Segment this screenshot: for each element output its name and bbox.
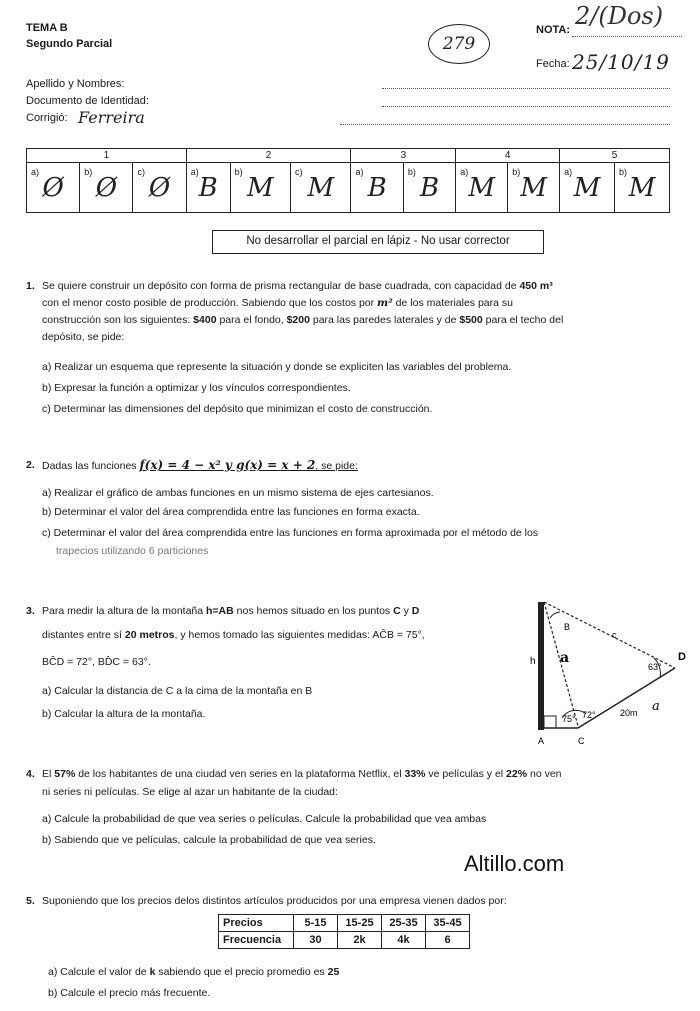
q4-l1a: El <box>42 768 55 780</box>
q1-option-c: c) Determinar las dimensiones del depósito que minimizan el costo de construcción. <box>42 403 433 415</box>
grade-item-label: c) <box>295 167 303 177</box>
grade-mark: M <box>468 172 496 203</box>
grade-cell <box>508 163 560 213</box>
grade-mark: B <box>420 172 440 203</box>
freq-cell: Frecuencia <box>219 932 294 949</box>
grade-item-label: a) <box>31 167 40 177</box>
grade-item-label: a) <box>460 167 469 177</box>
q1-capacity: 450 m³ <box>519 280 553 292</box>
grade-mark: Ø <box>42 172 64 203</box>
q5-k: k <box>149 966 156 978</box>
q5-a2: sabiendo que el precio promedio es <box>155 966 328 978</box>
freq-cell: Precios <box>219 915 294 932</box>
parcial-label: Segundo Parcial <box>26 38 113 50</box>
q1-option-b: b) Expresar la función a optimizar y los vínculos correspondientes. <box>42 382 351 394</box>
grade-mark: B <box>367 172 387 203</box>
corrigio-label: Corrigió: <box>26 112 68 124</box>
watermark: Altillo.com <box>464 851 565 876</box>
q2-option-b: b) Determinar el valor del área comprendida entre las funciones en forma exacta. <box>42 506 420 518</box>
mountain-diagram <box>520 590 700 750</box>
q1-text3a: construcción son los siguientes: <box>42 314 194 326</box>
freq-cell: 6 <box>426 932 470 949</box>
freq-row-prices <box>219 915 470 932</box>
q1-text2: con el menor costo posible de producción. Sabiendo que los costos por <box>42 297 378 309</box>
freq-cell: 4k <box>382 932 426 949</box>
q3-h-ab: h=AB <box>206 605 234 617</box>
q1-text1: Se quiere construir un depósito con forma de prisma rectangular de base cuadrada, con capacidad de <box>42 280 520 292</box>
q1-line4: depósito, se pide: <box>42 331 125 343</box>
q3-l1a: Para medir la altura de la montaña <box>42 605 207 617</box>
grade-cell <box>560 163 615 213</box>
q2-number: 2. <box>26 459 35 471</box>
documento-label: Documento de Identidad: <box>26 95 149 107</box>
q5-a1: a) Calcule el valor de <box>48 966 150 978</box>
nota-value: 2/(Dos) <box>575 2 664 30</box>
q4-option-b: b) Sabiendo que ve películas, calcule la probabilidad de que vea series. <box>42 834 376 846</box>
q5-number: 5. <box>26 895 35 907</box>
grade-item-label: a) <box>355 167 364 177</box>
q1-option-a: a) Realizar un esquema que represente la situación y donde se expliciten las variables del problema. <box>42 361 512 373</box>
freq-cell: 25-35 <box>382 915 426 932</box>
q3-point-d: D <box>411 605 420 617</box>
q3-line2 <box>42 628 510 643</box>
q4-option-a: a) Calcule la probabilidad de que vea series o películas. Calcule la probabilidad que vea ambas <box>42 813 487 825</box>
q4-pct-none: 22% <box>506 768 528 780</box>
grade-item-label: a) <box>190 167 199 177</box>
label-C: C <box>578 736 585 746</box>
grade-item-label: b) <box>234 167 243 177</box>
angle-arc-b <box>550 612 560 618</box>
freq-row-frequency <box>219 932 470 949</box>
q1-cost-walls: $200 <box>286 314 310 326</box>
q3-point-c: C <box>393 605 401 617</box>
grade-group-5: 5 <box>560 149 670 163</box>
q1-m2: m² <box>377 297 393 309</box>
label-q-handwritten: a <box>652 699 660 714</box>
grade-item-label: b) <box>407 167 416 177</box>
label-a-handwritten: a <box>560 650 570 666</box>
notice-text: No desarrollar el parcial en lápiz - No usar corrector <box>246 235 510 247</box>
grade-item-label: a) <box>564 167 573 177</box>
grade-cell <box>456 163 508 213</box>
q2-line1 <box>42 458 358 474</box>
grade-item-label: b) <box>619 167 628 177</box>
grade-mark: M <box>307 172 335 203</box>
q2-option-a: a) Realizar el gráfico de ambas funciones en un mismo sistema de ejes cartesianos. <box>42 487 434 499</box>
apellido-label: Apellido y Nombres: <box>26 78 125 90</box>
q5-option-a <box>48 966 339 978</box>
grade-mark: Ø <box>148 172 171 203</box>
freq-cell: 15-25 <box>338 915 382 932</box>
label-h: h <box>530 656 536 667</box>
label-72: 72° <box>582 710 596 720</box>
q4-line2: ni series ni películas. Se elige al azar un habitante de la ciudad: <box>42 786 338 798</box>
freq-cell: 30 <box>294 932 338 949</box>
freq-cell: 5-15 <box>294 915 338 932</box>
q4-pct-movies: 33% <box>404 768 426 780</box>
right-angle-mark <box>544 716 556 728</box>
mountain-height-bar <box>538 602 544 730</box>
q2-option-c2: trapecios utilizando 6 particiones <box>56 545 209 557</box>
q3-line1 <box>42 604 510 619</box>
grade-cell <box>80 163 133 213</box>
q3-l1e: y <box>400 605 412 617</box>
label-c: c <box>612 630 617 640</box>
q4-number: 4. <box>26 768 35 780</box>
circled-number <box>428 24 490 64</box>
q2-option-c1: c) Determinar el valor del área comprendida entre las funciones en forma aproximada por el método de los <box>42 527 539 539</box>
grade-item-label: b) <box>84 167 93 177</box>
label-75: 75° <box>562 714 576 724</box>
freq-cell: 2k <box>338 932 382 949</box>
q3-l2a: distantes entre sí <box>42 629 125 641</box>
q2-functions: f(x) = 4 − x² y g(x) = x + 2 <box>139 458 316 472</box>
q4-l1b: de los habitantes de una ciudad ven series en la plataforma Netflix, el <box>75 768 405 780</box>
q5-avg: 25 <box>327 966 340 978</box>
q3-option-b: b) Calcular la altura de la montaña. <box>42 708 206 720</box>
tema-label: TEMA B <box>26 22 68 34</box>
grade-group-1: 1 <box>27 149 187 163</box>
q2-text-end: , se pide: <box>315 460 358 472</box>
q1-cost-base: $400 <box>193 314 217 326</box>
grade-cell <box>351 163 403 213</box>
grade-mark: B <box>198 172 218 203</box>
label-63: 63° <box>648 662 662 672</box>
q3-number: 3. <box>26 605 35 617</box>
q4-l1d: no ven <box>527 768 562 780</box>
q1-line3 <box>42 313 674 328</box>
grade-cell <box>291 163 351 213</box>
q1-text2b: de los materiales para su <box>392 297 513 309</box>
q4-line1 <box>42 767 682 782</box>
q4-pct-series: 57% <box>54 768 76 780</box>
q1-text3d: para el techo del <box>482 314 564 326</box>
q3-option-a: a) Calcular la distancia de C a la cima de la montaña en B <box>42 685 313 697</box>
grade-mark: M <box>520 172 547 203</box>
grade-cell <box>186 163 230 213</box>
grade-cell <box>403 163 455 213</box>
q1-text3c: para las paredes laterales y de <box>309 314 460 326</box>
grade-table <box>26 148 670 213</box>
label-20m: 20m <box>620 708 638 718</box>
q1-line1 <box>42 279 674 294</box>
q3-l2c: , y hemos tomado las siguientes medidas: AĈB = 75°, <box>174 629 425 641</box>
q3-distance: 20 metros <box>124 629 175 641</box>
circled-number-text: 279 <box>442 34 476 54</box>
q2-text: Dadas las funciones <box>42 460 140 472</box>
grade-group-3: 3 <box>351 149 456 163</box>
grade-mark: M <box>573 172 601 203</box>
grade-item-label: c) <box>137 167 145 177</box>
grade-mark: M <box>247 172 274 203</box>
grade-cell <box>615 163 670 213</box>
q1-text3b: para el fondo, <box>216 314 287 326</box>
grade-group-2: 2 <box>186 149 351 163</box>
fecha-value: 25/10/19 <box>572 50 670 74</box>
q5-text: Suponiendo que los precios delos distintos artículos producidos por una empresa vienen dados por: <box>42 895 507 907</box>
corrigio-signature: Ferreira <box>78 108 145 127</box>
grade-cell <box>133 163 186 213</box>
q3-line3: BĈD = 72°, BD̂C = 63°. <box>42 656 151 668</box>
q4-l1c: ve películas y el <box>425 768 507 780</box>
q3-l1c: nos hemos situado en los puntos <box>233 605 394 617</box>
label-A: A <box>538 736 545 746</box>
notice-box <box>212 230 544 254</box>
q5-option-b: b) Calcule el precio más frecuente. <box>48 987 211 999</box>
label-B: B <box>564 622 571 632</box>
grade-cell <box>230 163 290 213</box>
grade-cell <box>27 163 80 213</box>
q1-line2 <box>42 296 674 311</box>
frequency-table <box>218 914 470 949</box>
grade-mark: Ø <box>95 172 118 203</box>
q1-cost-top: $500 <box>459 314 483 326</box>
fecha-label: Fecha: <box>536 58 570 70</box>
q1-number: 1. <box>26 280 35 292</box>
freq-cell: 35-45 <box>426 915 470 932</box>
nota-label: NOTA: <box>536 24 571 36</box>
grade-item-label: b) <box>512 167 521 177</box>
label-D: D <box>678 651 686 663</box>
grade-mark: M <box>628 172 656 203</box>
grade-group-4: 4 <box>456 149 560 163</box>
